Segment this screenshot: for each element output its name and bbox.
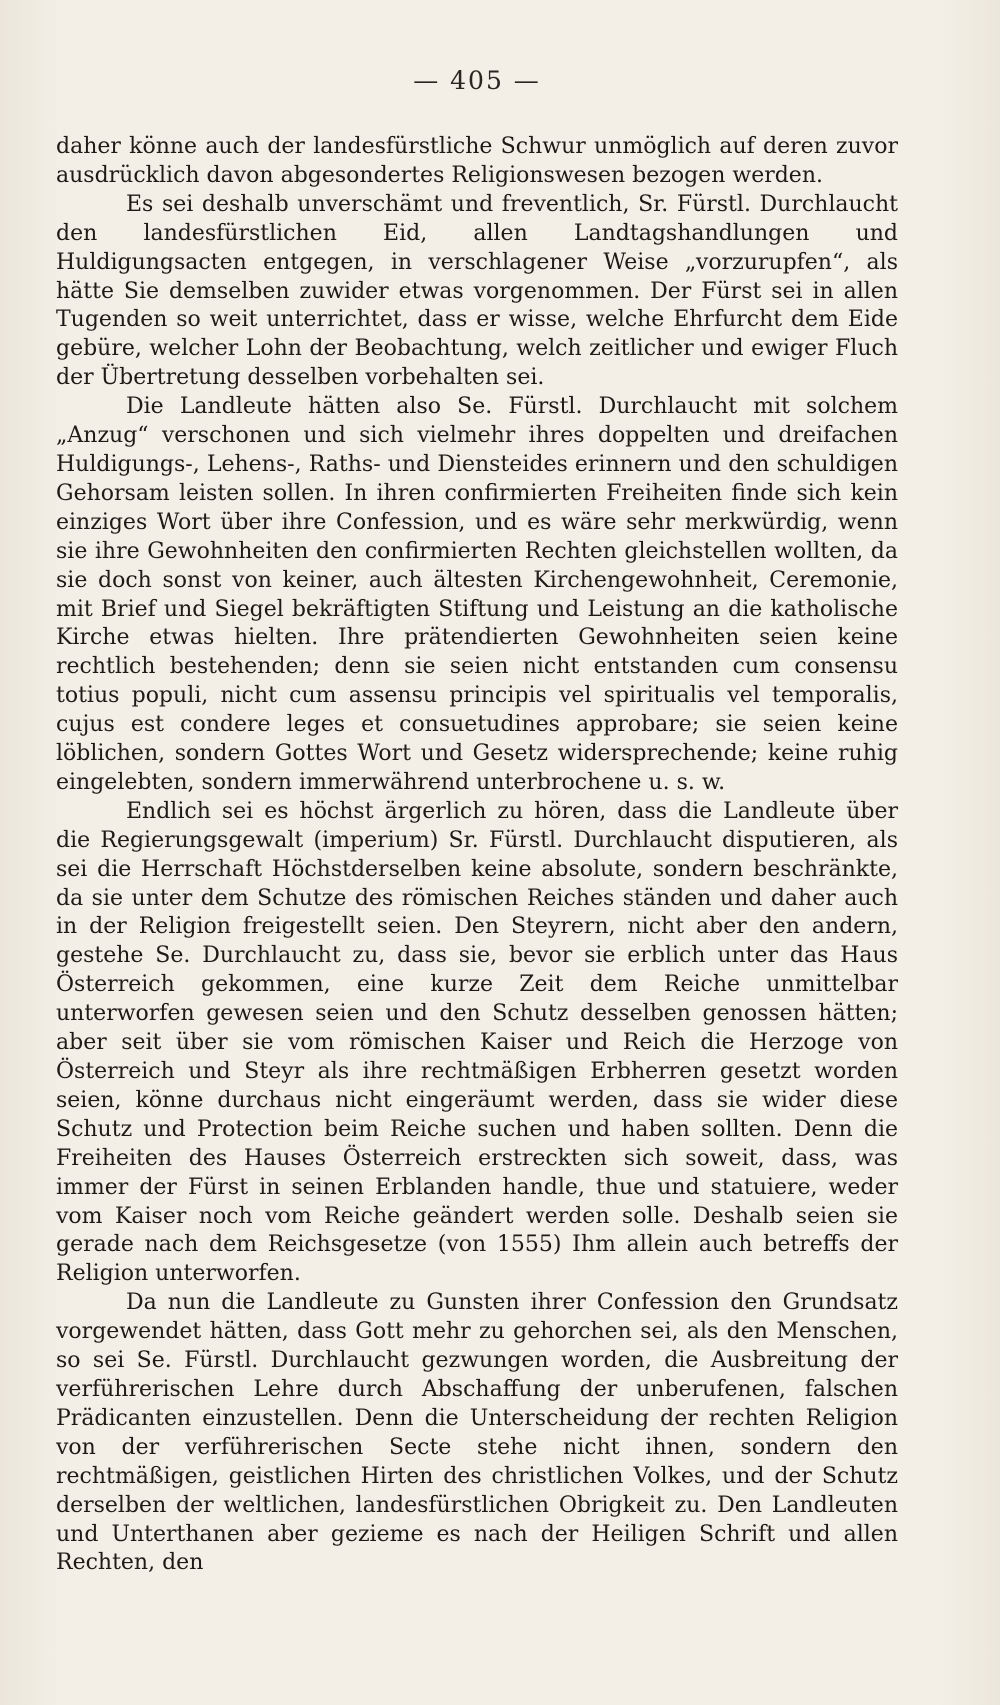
body-text [56,133,898,1578]
page-number: — 405 — [413,66,541,95]
paragraph-5: Da nun die Landleute zu Gunsten ihrer Confession den Grundsatz vorgewendet hätten, dass Gott mehr zu gehorchen sei, als den Menschen, so sei Se. Fürstl. Durchlaucht gezwungen worden, die Ausbreitung der verführerischen Lehre durch Abschaffung der unberufenen, falschen Prädicanten einzustellen. Denn die Unterscheidung der rechten Religion von der verführerischen Secte stehe nicht ihnen, sondern den rechtmäßigen, geistlichen Hirten des christlichen Volkes, und der Schutz derselben der weltlichen, landesfürstlichen Obrigkeit zu. Den Landleuten und Unterthanen aber gezieme es nach der Heiligen Schrift und allen Rechten, den [56,1290,898,1576]
paragraph-4: Endlich sei es höchst ärgerlich zu hören, dass die Landleute über die Regierungsgewalt (imperium) Sr. Fürstl. Durchlaucht disputieren, als sei die Herrschaft Höchstderselben keine absolute, sondern beschränkte, da sie unter dem Schutze des römischen Reiches ständen und daher auch in der Religion freigestellt seien. Den Steyrern, nicht aber den andern, gestehe Se. Durchlaucht zu, dass sie, bevor sie erblich unter das Haus Österreich gekommen, eine kurze Zeit dem Reiche unmittelbar unterworfen gewesen seien und den Schutz desselben genossen hätten; aber seit über sie vom römischen Kaiser und Reich die Herzoge von Österreich und Steyr als ihre rechtmäßigen Erbherren gesetzt worden seien, könne durchaus nicht eingeräumt werden, dass sie wider diese Schutz und Protection beim Reiche suchen und haben sollten. Denn die Freiheiten des Hauses Österreich erstreckten sich soweit, dass, was immer der Fürst in seinen Erblanden handle, thue und statuiere, weder vom Kaiser noch vom Reiche geändert werden solle. Deshalb seien sie gerade nach dem Reichsgesetze (von 1555) Ihm allein auch betreffs der Religion unterworfen. [56,798,898,1287]
paragraph-1: daher könne auch der landesfürstliche Schwur unmöglich auf deren zuvor ausdrücklich davon abgesondertes Religionswesen bezogen werden. [56,134,898,188]
paragraph-3: Die Landleute hätten also Se. Fürstl. Durchlaucht mit solchem „Anzug“ verschonen und sich vielmehr ihres doppelten und dreifachen Huldigungs-, Lehens-, Raths- und Diensteides erinnern und den schuldigen Gehorsam leisten sollen. In ihren confirmierten Freiheiten finde sich kein einziges Wort über ihre Confession, und es wäre sehr merkwürdig, wenn sie ihre Gewohnheiten den confirmierten Rechten gleichstellen wollten, da sie doch sonst von keiner, auch ältesten Kirchengewohnheit, Ceremonie, mit Brief und Siegel bekräftigten Stiftung und Leistung an die katholische Kirche etwas hielten. Ihre prätendierten Gewohnheiten seien keine rechtlich bestehenden; denn sie seien nicht entstanden cum consensu totius populi, nicht cum assensu principis vel spiritualis vel temporalis, cujus est condere leges et consuetudines approbare; sie seien keine löblichen, sondern Gottes Wort und Gesetz widersprechende; keine ruhig eingelebten, sondern immerwährend unterbrochene u. s. w. [56,394,898,795]
paragraph-2: Es sei deshalb unverschämt und freventlich, Sr. Fürstl. Durchlaucht den landesfürstlichen Eid, allen Landtagshandlungen und Huldigungsacten entgegen, in verschlagener Weise „vorzurupfen“, als hätte Sie demselben zuwider etwas vorgenommen. Der Fürst sei in allen Tugenden so weit unterrichtet, dass er wisse, welche Ehrfurcht dem Eide gebüre, welcher Lohn der Beobachtung, welch zeitlicher und ewiger Fluch der Übertretung desselben vorbehalten sei. [56,191,898,391]
